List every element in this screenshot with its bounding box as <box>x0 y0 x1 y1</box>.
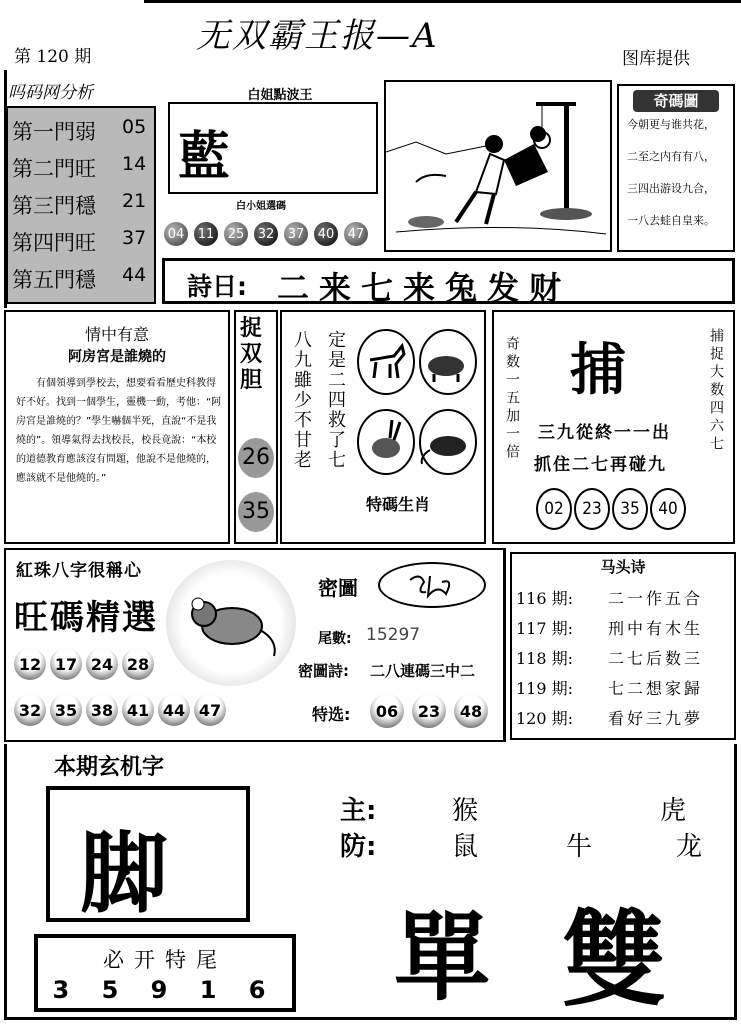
horse-poem-box <box>510 552 736 740</box>
combo-row <box>10 190 154 222</box>
zodiac-footer: 特碼生肖 <box>366 495 431 514</box>
wang-number-ball: 28 <box>122 648 154 680</box>
horse-poem-text: 二一作五合 <box>608 589 704 608</box>
story-subtitle: 阿房宮是誰燒的 <box>68 349 166 365</box>
zodiac-col-2: 定是二四救了七 <box>325 330 346 470</box>
tail-title: 必开特尾 <box>103 948 227 972</box>
capture-line-1: 三九從終一一出 <box>538 423 671 443</box>
horse-poem-issue: 119 期: <box>516 679 574 698</box>
combo-row-label: 第四門旺 <box>12 231 96 255</box>
zodiac-animals <box>354 326 482 486</box>
number-ball: 32 <box>254 222 278 246</box>
zodiac-col-1: 八九雖少不甘老 <box>291 330 312 470</box>
horse-poem-text: 看好三九夢 <box>608 709 704 728</box>
combo-row-label: 第二門旺 <box>12 157 96 181</box>
wang-code-nums <box>14 648 254 738</box>
combo-row-number: 05 <box>122 116 147 138</box>
issue-number: 第 120 期 <box>14 47 92 67</box>
capture-left-col: 奇数一五加一倍 <box>504 336 520 462</box>
secret-image <box>378 562 486 608</box>
special-number-ball: 48 <box>454 694 488 728</box>
capture-char: 捕 <box>570 338 626 403</box>
defense-label: 防: <box>340 832 377 862</box>
capture-number: 02 <box>536 488 572 530</box>
wang-number-ball: 12 <box>14 648 46 680</box>
horse-poem-issue: 116 期: <box>516 589 574 608</box>
main-zodiac-1: 猴 <box>452 796 479 826</box>
combo-row <box>10 116 154 148</box>
capture-right-col: 捕捉大数四六七 <box>708 328 724 454</box>
secret-label: 密圖 <box>318 576 358 600</box>
horse-poem-issue: 120 期: <box>516 709 574 728</box>
white-sister-balls <box>164 222 384 250</box>
number-ball: 40 <box>314 222 338 246</box>
cartoon-panel <box>384 80 612 252</box>
wang-number-ball: 47 <box>194 694 226 726</box>
combo-row-number: 37 <box>122 227 147 249</box>
poem-line: 二至之内有有八， <box>627 150 715 163</box>
poem-line: 三四出游设九合， <box>627 182 715 195</box>
poem-line: 今朝更与谁共花， <box>627 118 715 131</box>
special-number-ball: 06 <box>370 694 404 728</box>
defense-zodiac-3: 龙 <box>676 832 703 862</box>
secret-special-label: 特选: <box>312 705 351 724</box>
combo-row-number: 44 <box>122 264 147 286</box>
poem-box-title: 奇碼圖 <box>633 90 719 112</box>
cartoon-illustration <box>386 82 610 250</box>
story-title: 情中有意 <box>84 325 149 344</box>
tail-nums: 3 5 9 1 6 <box>52 976 278 1004</box>
header-title: 无双霸王报—A <box>196 16 439 56</box>
horse-poem-row <box>516 676 734 704</box>
horse-poem-title: 马头诗 <box>600 558 646 576</box>
combo-row-label: 第一門弱 <box>12 120 96 144</box>
wang-code-header: 紅珠八字很稱心 <box>16 561 142 581</box>
horse-poem-row <box>516 706 734 734</box>
secret-poem-label: 密圖詩: <box>298 662 349 680</box>
defense-zodiac-1: 鼠 <box>452 832 479 862</box>
poem-line: 一八去蛙自皇来。 <box>627 214 715 227</box>
double-dan-label: 捉双胆 <box>240 316 263 393</box>
horse-poem-row <box>516 586 734 614</box>
story-box <box>4 310 230 544</box>
combo-row-label: 第三門穩 <box>12 194 96 218</box>
combo-row-number: 14 <box>122 153 147 175</box>
secret-special-balls <box>370 694 496 730</box>
capture-number: 23 <box>574 488 610 530</box>
white-sister-title: 白姐點波王 <box>247 88 313 103</box>
capture-box <box>492 310 735 544</box>
combo-row-number: 21 <box>122 190 147 212</box>
capture-nums <box>536 488 696 528</box>
wang-number-ball: 44 <box>158 694 190 726</box>
mystery-char-box <box>46 786 250 925</box>
combo-row <box>10 153 154 185</box>
wang-code-title: 旺碼精選 <box>14 598 158 638</box>
double-dan-num-2: 35 <box>238 492 274 532</box>
wave-color-char: 藍 <box>178 127 231 187</box>
poem-lines <box>627 118 733 246</box>
even-char: 雙 <box>562 899 667 1021</box>
horse-poem-issue: 118 期: <box>516 649 574 668</box>
number-ball: 37 <box>284 222 308 246</box>
combo-row <box>10 227 154 259</box>
secret-tail-label: 尾數: <box>318 631 352 647</box>
capture-number: 35 <box>612 488 648 530</box>
combo-analysis-title: 吗码网分析 <box>8 83 93 103</box>
horse-poem-row <box>516 646 734 674</box>
header-rule <box>144 0 741 3</box>
poem-banner-text: 二来七来兔发财 <box>277 269 572 307</box>
horse-poem-issue: 117 期: <box>516 619 574 638</box>
wang-number-ball: 38 <box>86 694 118 726</box>
secret-scribble <box>380 564 484 606</box>
number-ball: 25 <box>224 222 248 246</box>
mystery-title: 本期玄机字 <box>54 755 165 780</box>
wang-number-ball: 17 <box>50 648 82 680</box>
wang-number-ball: 41 <box>122 694 154 726</box>
main-label: 主: <box>340 796 377 826</box>
wang-number-ball: 24 <box>86 648 118 680</box>
odd-char: 單 <box>394 902 490 1014</box>
special-number-ball: 23 <box>412 694 446 728</box>
double-dan-box <box>234 310 278 544</box>
capture-number: 40 <box>650 488 686 530</box>
zodiac-box <box>280 310 486 544</box>
tail-box <box>34 934 296 1012</box>
capture-line-2: 抓住二七再碰九 <box>534 455 667 475</box>
poem-banner-label: 詩日: <box>187 272 247 301</box>
main-zodiac-2: 虎 <box>660 796 687 826</box>
wang-number-ball: 32 <box>14 694 46 726</box>
wang-number-ball: 35 <box>50 694 82 726</box>
poem-box <box>617 84 735 252</box>
double-dan-num-1: 26 <box>238 438 274 478</box>
combo-row-label: 第五門穩 <box>12 268 96 292</box>
combo-row <box>10 264 154 296</box>
horse-poem-row <box>516 616 734 644</box>
poem-banner <box>162 258 735 307</box>
mystery-char: 脚 <box>80 821 169 925</box>
combo-analysis-table <box>6 106 156 304</box>
story-body: 有個領導到學校去，想要看看歷史科教得好不好。找到一個學生，靈機一動，考他：“阿房宮是誰燒的？”學生嚇個半死，直說“不是我燒的”。領導氣得去找校長，校長竟說：“本校的道德教育應該沒有問題，他說不是他燒的，應該就不是他燒的。” <box>16 378 222 484</box>
color-wave-box <box>168 102 378 194</box>
horse-poem-text: 二七后数三 <box>608 649 704 668</box>
number-ball: 04 <box>164 222 188 246</box>
horse-poem-text: 刑中有木生 <box>608 619 704 638</box>
horse-poem-text: 七二想家歸 <box>608 679 704 698</box>
number-ball: 11 <box>194 222 218 246</box>
number-ball: 47 <box>344 222 368 246</box>
secret-poem-text: 二八連碼三中二 <box>370 662 476 680</box>
white-sister-sub: 白小姐選碼 <box>236 201 286 212</box>
provider-label: 图库提供 <box>622 49 690 69</box>
secret-tail-value: 15297 <box>366 625 421 645</box>
defense-zodiac-2: 牛 <box>566 832 593 862</box>
